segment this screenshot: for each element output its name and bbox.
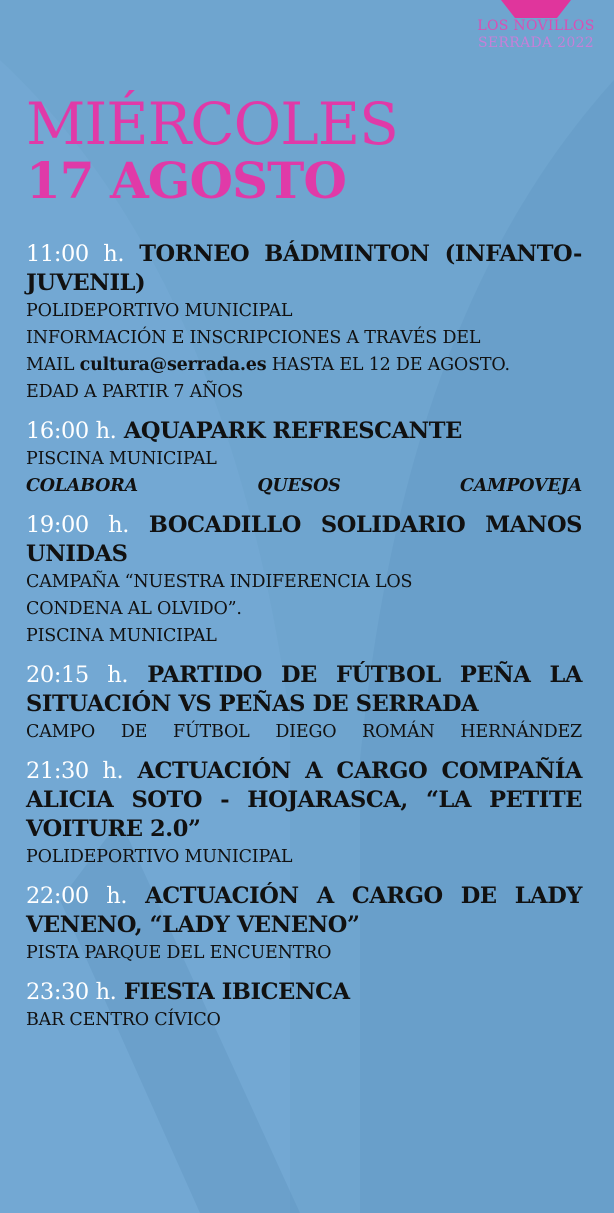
event-detail-line: CAMPO DE FÚTBOL DIEGO ROMÁN HERNÁNDEZ [26, 722, 582, 742]
event-title: ACTUACIÓN A CARGO DE LADY VENENO, “LADY VENENO” [26, 883, 582, 938]
event-time: 16:00 h. [26, 418, 117, 444]
event-item [26, 511, 582, 650]
event-item [26, 417, 582, 500]
event-item [26, 882, 582, 967]
event-time: 22:00 h. [26, 883, 128, 909]
event-title: AQUAPARK REFRESCANTE [123, 418, 462, 444]
event-title: PARTIDO DE FÚTBOL PEÑA LA SITUACIÓN VS PEÑAS DE SERRADA [26, 662, 583, 717]
event-title: ACTUACIÓN A CARGO COMPAÑÍA ALICIA SOTO - HOJARASCA, “LA PETITE VOITURE 2.0” [26, 758, 583, 842]
event-detail-line: POLIDEPORTIVO MUNICIPAL [26, 847, 293, 867]
event-title: TORNEO BÁDMINTON (INFANTO-JUVENIL) [26, 241, 582, 296]
event-detail-line [26, 352, 582, 379]
event-detail-line: INFORMACIÓN E INSCRIPCIONES A TRAVÉS DEL [26, 328, 481, 348]
event-time: 21:30 h. [26, 758, 124, 784]
event-detail-line: CAMPAÑA “NUESTRA INDIFERENCIA LOS [26, 572, 413, 592]
title-weekday: MIÉRCOLES [26, 90, 398, 158]
event-detail-line: BAR CENTRO CÍVICO [26, 1010, 221, 1030]
event-item [26, 240, 582, 406]
title-date: 17 AGOSTO [26, 151, 346, 210]
event-detail-line: PISCINA MUNICIPAL [26, 626, 217, 646]
brand-line-1: LOS NOVILLOS [477, 18, 595, 34]
event-heading [26, 757, 582, 844]
event-item [26, 757, 582, 871]
event-time: 19:00 h. [26, 512, 129, 538]
event-detail-line: POLIDEPORTIVO MUNICIPAL [26, 301, 293, 321]
detail-text: HASTA EL 12 DE AGOSTO. [266, 355, 510, 375]
brand-tab-shape [501, 0, 571, 18]
detail-text: MAIL [26, 355, 80, 375]
brand-logo [466, 0, 606, 52]
email-text: cultura@serrada.es [79, 355, 267, 375]
event-time: 23:30 h. [26, 979, 117, 1005]
event-item [26, 978, 582, 1034]
event-time: 11:00 h. [26, 241, 125, 267]
event-heading [26, 240, 582, 298]
event-item [26, 661, 582, 746]
event-time: 20:15 h. [26, 662, 129, 688]
event-detail-line: CONDENA AL OLVIDO”. [26, 599, 242, 619]
event-heading [26, 978, 582, 1007]
event-detail-line: PISCINA MUNICIPAL [26, 449, 217, 469]
brand-line-2: SERRADA 2022 [477, 35, 595, 51]
event-detail-line: PISTA PARQUE DEL ENCUENTRO [26, 943, 332, 963]
event-heading [26, 417, 582, 446]
event-heading [26, 661, 582, 719]
event-detail-line: COLABORA QUESOS CAMPOVEJA [26, 476, 582, 496]
event-heading [26, 882, 582, 940]
events-list [26, 240, 582, 1045]
event-title: FIESTA IBICENCA [123, 979, 350, 1005]
event-detail-line: EDAD A PARTIR 7 AÑOS [26, 382, 244, 402]
event-title: BOCADILLO SOLIDARIO MANOS UNIDAS [26, 512, 583, 567]
event-heading [26, 511, 582, 569]
